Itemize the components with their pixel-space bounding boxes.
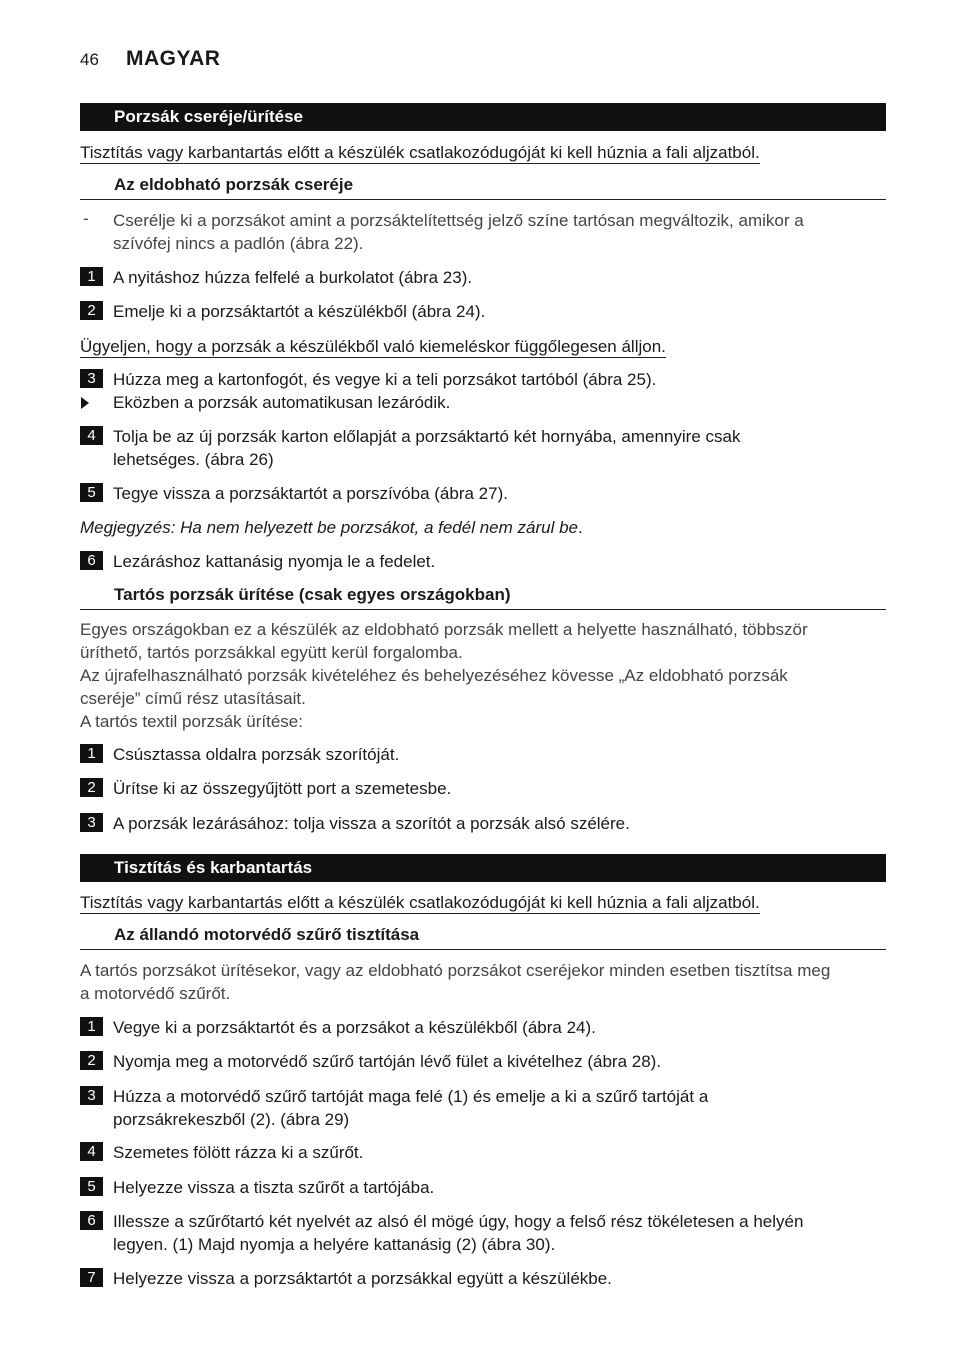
step-5: 5 Tegye vissza a porzsáktartót a porszívóba (ábra 27). [80, 482, 886, 505]
page-number: 46 [80, 50, 99, 69]
paragraph-2: Egyes országokban ez a készülék az eldobható porzsák mellett a helyette használható, többször üríthető, tartós porzsákkal együtt kerül forgalomba. Az újrafelhasználható porzsák kivételéhez és behelyezéséhez kövesse „Az eldobható porzsák cseréje” című rész utasításait. A tartós textil porzsák ürítése: [80, 620, 808, 731]
paragraph-3: A tartós porzsákot ürítésekor, vagy az eldobható porzsákot cseréjekor minden esetben tisztítsa meg a motorvédő szűrőt. [80, 961, 831, 1003]
section-title-bar [80, 103, 886, 131]
clean-step-1: 1 Vegye ki a porzsáktartót és a porzsákot a készülékből (ábra 24). [80, 1016, 886, 1039]
result-text: Eközben a porzsák automatikusan lezáródik. [113, 393, 451, 412]
clean-step-5: 5 Helyezze vissza a tiszta szűrőt a tartójába. [80, 1176, 886, 1199]
subheading: Az eldobható porzsák cseréje [80, 175, 886, 200]
empty-step-2: 2 Ürítse ki az összegyűjtött port a szemetesbe. [80, 777, 886, 800]
step-1: 1 A nyitáshoz húzza felfelé a burkolatot (ábra 23). [80, 266, 886, 289]
clean-step-7: 7 Helyezze vissza a porzsáktartót a porzsákkal együtt a készülékbe. [80, 1267, 886, 1290]
paragraph: Cserélje ki a porzsákot amint a porzsáktelítettség jelző színe tartósan megváltozik, amikor a szívófej nincs a padlón (ábra 22). [113, 211, 804, 253]
note: Megjegyzés: Ha nem helyezett be porzsákot, a fedél nem zárul be. [80, 518, 583, 537]
clean-step-2: 2 Nyomja meg a motorvédő szűrő tartóján lévő fület a kivételhez (ábra 28). [80, 1050, 886, 1073]
step-2: 2 Emelje ki a porzsáktartót a készülékből (ábra 24). [80, 300, 886, 323]
clean-step-3: 3 Húzza a motorvédő szűrő tartóját maga felé (1) és emelje a ki a szűrő tartóját a porzsákrekeszből (2). (ábra 29) [80, 1085, 886, 1131]
step-4: 4 Tolja be az új porzsák karton előlapját a porzsáktartó két hornyába, amennyire csak lehetséges. (ábra 26) [80, 425, 886, 471]
clean-step-4: 4 Szemetes fölött rázza ki a szűrőt. [80, 1141, 886, 1164]
empty-step-1: 1 Csúsztassa oldalra porzsák szorítóját. [80, 743, 886, 766]
section-title-2: Tisztítás és karbantartás [114, 858, 313, 877]
step-6: 6 Lezáráshoz kattanásig nyomja le a fedelet. [80, 550, 886, 573]
warning-text: Tisztítás vagy karbantartás előtt a készülék csatlakozódugóját ki kell húznia a fali aljzatból. [80, 143, 760, 162]
subheading-3: Az állandó motorvédő szűrő tisztítása [80, 925, 886, 950]
step-3: 3 Húzza meg a kartonfogót, és vegye ki a teli porzsákot tartóból (ábra 25). [80, 368, 886, 391]
language-heading: MAGYAR [126, 47, 221, 70]
warning-text-2: Ügyeljen, hogy a porzsák a készülékből való kiemeléskor függőlegesen álljon. [80, 337, 666, 356]
subheading-2: Tartós porzsák ürítése (csak egyes országokban) [80, 585, 886, 610]
section-title-bar-2 [80, 854, 886, 882]
section-title: Porzsák cseréje/ürítése [114, 107, 304, 126]
clean-step-6: 6 Illessze a szűrőtartó két nyelvét az alsó él mögé úgy, hogy a felső rész tökéletesen a helyén legyen. (1) Majd nyomja a helyére kattanásig (2) (ábra 30). [80, 1210, 886, 1256]
result-triangle-icon [81, 397, 89, 409]
dash-bullet: - [83, 209, 89, 228]
empty-step-3: 3 A porzsák lezárásához: tolja vissza a szorítót a porzsák alsó szélére. [80, 812, 886, 835]
warning-text-3: Tisztítás vagy karbantartás előtt a készülék csatlakozódugóját ki kell húznia a fali aljzatból. [80, 893, 760, 912]
